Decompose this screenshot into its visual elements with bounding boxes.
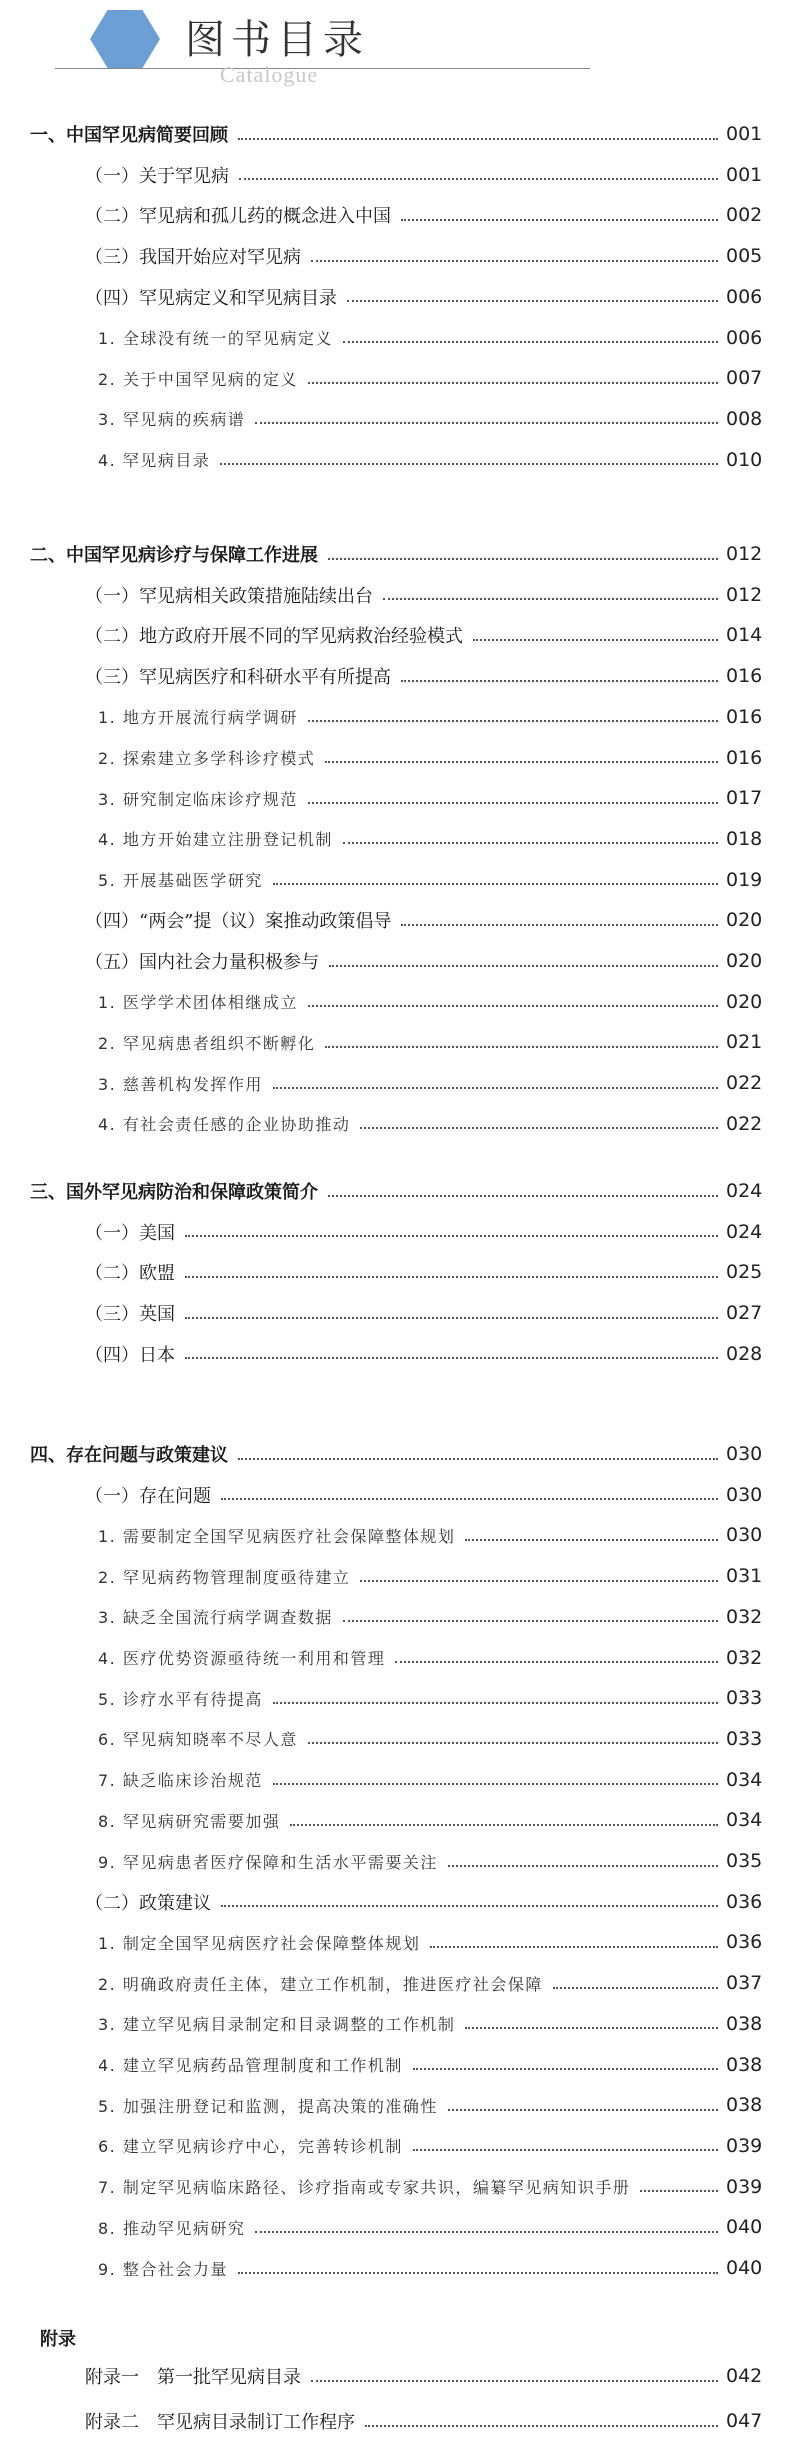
toc-page-number: 010 [726, 448, 763, 471]
dot-leader [185, 1234, 718, 1237]
toc-entry-label: （四）罕见病定义和罕见病目录 [85, 287, 337, 309]
appendix-heading: 附录 [40, 2329, 76, 2350]
toc-section-heading[interactable] [0, 1438, 800, 1470]
toc-page-number: 016 [726, 665, 763, 688]
toc-item[interactable] [0, 1682, 800, 1714]
toc-entry-label: 2. 探索建立多学科诊疗模式 [98, 749, 316, 768]
toc-subsection[interactable] [0, 579, 800, 611]
toc-page-number: 006 [726, 326, 763, 349]
toc-page-number: 012 [726, 583, 763, 606]
toc-item[interactable] [0, 322, 800, 354]
toc-subsection[interactable] [0, 281, 800, 313]
toc-page-number: 047 [726, 2410, 763, 2432]
dot-leader [239, 177, 718, 180]
dot-leader [395, 1660, 718, 1663]
toc-page-number: 030 [726, 1483, 763, 1506]
toc-item[interactable] [0, 2130, 800, 2162]
toc-section-heading[interactable] [0, 538, 800, 570]
toc-entry-label: （一）存在问题 [85, 1485, 211, 1507]
dot-leader [448, 2108, 718, 2111]
toc-item[interactable] [0, 1026, 800, 1058]
toc-entry-label: 四、存在问题与政策建议 [30, 1445, 228, 1466]
title-divider [55, 68, 590, 69]
toc-page-number: 038 [726, 2053, 763, 2076]
toc-subsection[interactable] [0, 904, 800, 936]
toc-page-number: 032 [726, 1646, 763, 1669]
dot-leader [473, 638, 718, 641]
toc-entry-label: 3. 缺乏全国流行病学调查数据 [98, 1608, 333, 1628]
dot-leader [347, 299, 718, 302]
toc-page-number: 040 [726, 2257, 763, 2279]
dot-leader [448, 1864, 718, 1867]
dot-leader [413, 2067, 718, 2070]
toc-page-number: 008 [726, 407, 763, 430]
toc-item[interactable] [0, 986, 800, 1018]
toc-entry-label: 三、国外罕见病防治和保障政策简介 [30, 1182, 318, 1203]
toc-page-number: 038 [726, 2012, 763, 2035]
dot-leader [311, 259, 718, 262]
toc-page-number: 019 [726, 868, 763, 891]
toc-entry-label: 9. 罕见病患者医疗保障和生活水平需要关注 [98, 1852, 438, 1872]
toc-item[interactable] [0, 1642, 800, 1674]
toc-entry-label: 2. 罕见病药物管理制度亟待建立 [98, 1567, 351, 1587]
dot-leader [401, 218, 718, 221]
toc-subsection[interactable] [0, 945, 800, 977]
toc-item[interactable] [0, 1601, 800, 1633]
toc-page-number: 036 [726, 1931, 763, 1954]
toc-entry-label: 3. 罕见病的疾病谱 [98, 410, 246, 430]
toc-entry-label: 2. 罕见病患者组织不断孵化 [98, 1033, 316, 1053]
toc-item[interactable] [0, 864, 800, 896]
toc-item[interactable] [0, 2171, 800, 2203]
toc-page-number: 016 [726, 746, 763, 769]
dot-leader [255, 2230, 718, 2233]
dot-leader [255, 421, 718, 424]
toc-item[interactable] [0, 2252, 800, 2284]
toc-item[interactable] [0, 403, 800, 435]
toc-subsection[interactable] [0, 619, 800, 651]
toc-entry-label: （四）“两会”提（议）案推动政策倡导 [85, 911, 392, 933]
dot-leader [221, 1497, 718, 1500]
toc-entry-label: 9. 整合社会力量 [98, 2259, 228, 2279]
toc-item[interactable] [0, 1845, 800, 1877]
dot-leader [308, 1741, 718, 1744]
dot-leader [401, 923, 718, 926]
toc-page-number: 040 [726, 2216, 763, 2239]
dot-leader [328, 557, 718, 560]
dot-leader [220, 462, 718, 465]
toc-page-number: 021 [726, 1031, 763, 1054]
toc-page-number: 030 [726, 1443, 763, 1465]
toc-page-number: 024 [726, 1180, 763, 1202]
toc-subsection[interactable] [0, 660, 800, 692]
toc-entry-label: （二）政策建议 [85, 1892, 211, 1914]
toc-item[interactable] [0, 1804, 800, 1836]
toc-item[interactable] [0, 1926, 800, 1958]
toc-entry-label: 2. 明确政府责任主体，建立工作机制，推进医疗社会保障 [98, 1974, 543, 1994]
dot-leader [308, 801, 718, 804]
toc-page-number: 039 [726, 2134, 763, 2157]
toc-item[interactable] [0, 2089, 800, 2121]
toc-page-number: 022 [726, 1112, 763, 1135]
toc-entry-label: （四）日本 [85, 1344, 175, 1366]
toc-item[interactable] [0, 742, 800, 774]
dot-leader [273, 1782, 718, 1785]
toc-entry-label: （一）罕见病相关政策措施陆续出台 [85, 585, 373, 607]
hexagon-icon [90, 10, 160, 68]
toc-page-number: 006 [726, 285, 763, 308]
toc-appendix-item[interactable] [0, 2405, 800, 2437]
toc-page-number: 020 [726, 950, 763, 972]
toc-page-number: 039 [726, 2175, 763, 2198]
toc-entry-label: （五）国内社会力量积极参与 [85, 952, 319, 973]
dot-leader [308, 381, 718, 384]
dot-leader [343, 1619, 718, 1622]
toc-item[interactable] [0, 444, 800, 476]
toc-entry-label: （二）地方政府开展不同的罕见病救治经验模式 [85, 626, 463, 648]
toc-entry-label: 5. 诊疗水平有待提高 [98, 1689, 263, 1709]
dot-leader [185, 1275, 718, 1278]
toc-page-number: 016 [726, 705, 763, 728]
toc-page-number: 027 [726, 1302, 763, 1325]
toc-entry-label: （三）罕见病医疗和科研水平有所提高 [85, 667, 391, 689]
toc-subsection[interactable] [0, 1297, 800, 1329]
toc-page-number: 030 [726, 1524, 763, 1547]
toc-subsection[interactable] [0, 159, 800, 191]
toc-item[interactable] [0, 1519, 800, 1551]
toc-entry-label: 6. 建立罕见病诊疗中心，完善转诊机制 [98, 2137, 403, 2157]
toc-entry-label: 5. 开展基础医学研究 [98, 871, 263, 891]
toc-entry-label: 一、中国罕见病简要回顾 [30, 125, 228, 146]
toc-page-number: 001 [726, 123, 763, 145]
toc-subsection[interactable] [0, 1886, 800, 1918]
dot-leader [360, 1579, 718, 1582]
toc-entry-label: 4. 有社会责任感的企业协助推动 [98, 1115, 351, 1135]
catalogue-header [0, 0, 800, 110]
toc-page-number: 035 [726, 1850, 763, 1872]
toc-entry-label: 7. 制定罕见病临床路径、诊疗指南或专家共识，编纂罕见病知识手册 [98, 2178, 631, 2198]
toc-subsection[interactable] [0, 1256, 800, 1288]
toc-item[interactable] [0, 2008, 800, 2040]
toc-page-number: 017 [726, 787, 763, 810]
toc-appendix-item[interactable] [0, 2360, 800, 2392]
toc-section-heading[interactable] [0, 1175, 800, 1207]
dot-leader [311, 2379, 718, 2382]
dot-leader [360, 1126, 718, 1129]
toc-page-number: 038 [726, 2094, 763, 2117]
toc-page-number: 033 [726, 1687, 763, 1710]
dot-leader [413, 2148, 718, 2151]
dot-leader [640, 2189, 718, 2192]
toc-page-number: 014 [726, 624, 763, 647]
page-subtitle: Catalogue [220, 62, 319, 87]
toc-page-number: 005 [726, 245, 763, 268]
dot-leader [328, 1194, 718, 1197]
dot-leader [221, 1904, 718, 1907]
toc-subsection[interactable] [0, 199, 800, 231]
toc-item[interactable] [0, 2049, 800, 2081]
toc-entry-label: （二）欧盟 [85, 1263, 175, 1285]
toc-entry-label: 6. 罕见病知晓率不尽人意 [98, 1730, 298, 1750]
dot-leader [465, 1538, 718, 1541]
toc-item[interactable] [0, 1067, 800, 1099]
dot-leader [430, 1945, 718, 1948]
toc-entry-label: 7. 缺乏临床诊治规范 [98, 1771, 263, 1791]
toc-entry-label: 4. 建立罕见病药品管理制度和工作机制 [98, 2056, 403, 2075]
dot-leader [365, 2424, 718, 2427]
toc-item[interactable] [0, 823, 800, 855]
toc-entry-label: 附录二 罕见病目录制订工作程序 [85, 2412, 355, 2433]
toc-item[interactable] [0, 1967, 800, 1999]
dot-leader [343, 841, 718, 844]
toc-entry-label: （一）美国 [85, 1222, 175, 1244]
toc-page-number: 007 [726, 367, 763, 390]
toc-entry-label: 1. 地方开展流行病学调研 [98, 708, 298, 728]
toc-page-number: 042 [726, 2365, 763, 2387]
toc-page-number: 018 [726, 827, 763, 850]
toc-item[interactable] [0, 1764, 800, 1796]
toc-page-number: 012 [726, 543, 763, 565]
toc-page-number: 036 [726, 1890, 763, 1913]
toc-page-number: 034 [726, 1768, 763, 1791]
toc-item[interactable] [0, 362, 800, 394]
toc-item[interactable] [0, 1560, 800, 1592]
dot-leader [401, 679, 718, 682]
dot-leader [308, 719, 718, 722]
toc-subsection[interactable] [0, 240, 800, 272]
toc-entry-label: 4. 罕见病目录 [98, 451, 211, 471]
toc-entry-label: 4. 医疗优势资源亟待统一利用和管理 [98, 1649, 386, 1668]
page-title: 图书目录 [185, 17, 369, 63]
toc-page-number: 001 [726, 163, 763, 186]
toc-entry-label: 二、中国罕见病诊疗与保障工作进展 [30, 545, 318, 566]
toc-page-number: 025 [726, 1261, 763, 1284]
dot-leader [325, 760, 718, 763]
toc-page-number: 033 [726, 1727, 763, 1750]
dot-leader [465, 2026, 718, 2029]
toc-entry-label: （三）英国 [85, 1304, 175, 1326]
toc-page-number: 020 [726, 990, 763, 1013]
toc-entry-label: （三）我国开始应对罕见病 [85, 247, 301, 269]
dot-leader [329, 964, 718, 967]
dot-leader [325, 1045, 718, 1048]
toc-subsection[interactable] [0, 1338, 800, 1370]
toc-item[interactable] [0, 2211, 800, 2243]
dot-leader [308, 1004, 718, 1007]
toc-item[interactable] [0, 782, 800, 814]
dot-leader [238, 2271, 718, 2274]
toc-item[interactable] [0, 701, 800, 733]
dot-leader [273, 882, 718, 885]
toc-entry-label: 3. 建立罕见病目录制定和目录调整的工作机制 [98, 2015, 456, 2035]
toc-page-number: 037 [726, 1972, 763, 1995]
toc-entry-label: （二）罕见病和孤儿药的概念进入中国 [85, 206, 391, 228]
toc-entry-label: 8. 罕见病研究需要加强 [98, 1811, 281, 1831]
toc-subsection[interactable] [0, 1216, 800, 1248]
dot-leader [185, 1316, 718, 1319]
toc-entry-label: 8. 推动罕见病研究 [98, 2218, 246, 2238]
dot-leader [383, 597, 718, 600]
toc-page-number: 002 [726, 204, 763, 227]
toc-entry-label: （一）关于罕见病 [85, 165, 229, 187]
dot-leader [185, 1356, 718, 1359]
dot-leader [238, 137, 718, 140]
toc-page-number: 031 [726, 1565, 763, 1588]
toc-entry-label: 5. 加强注册登记和监测，提高决策的准确性 [98, 2096, 438, 2116]
toc-section-heading[interactable] [0, 118, 800, 150]
dot-leader [273, 1701, 718, 1704]
dot-leader [238, 1457, 718, 1460]
toc-entry-label: 3. 慈善机构发挥作用 [98, 1074, 263, 1094]
dot-leader [343, 340, 718, 343]
dot-leader [273, 1086, 718, 1089]
toc-subsection[interactable] [0, 1479, 800, 1511]
toc-item[interactable] [0, 1108, 800, 1140]
toc-entry-label: 1. 制定全国罕见病医疗社会保障整体规划 [98, 1933, 421, 1953]
toc-entry-label: 1. 医学学术团体相继成立 [98, 993, 298, 1013]
toc-page-number: 024 [726, 1220, 763, 1243]
toc-entry-label: 1. 需要制定全国罕见病医疗社会保障整体规划 [98, 1526, 456, 1546]
toc-entry-label: 2. 关于中国罕见病的定义 [98, 369, 298, 389]
toc-entry-label: 3. 研究制定临床诊疗规范 [98, 789, 298, 809]
toc-page-number: 022 [726, 1072, 763, 1095]
dot-leader [553, 1986, 718, 1989]
toc-entry-label: 附录一 第一批罕见病目录 [85, 2367, 301, 2388]
toc-page-number: 028 [726, 1342, 763, 1365]
toc-page-number: 034 [726, 1809, 763, 1832]
toc-entry-label: 1. 全球没有统一的罕见病定义 [98, 329, 333, 348]
toc-item[interactable] [0, 1723, 800, 1755]
dot-leader [290, 1823, 718, 1826]
toc-page-number: 032 [726, 1605, 763, 1628]
toc-page-number: 020 [726, 909, 763, 932]
toc-entry-label: 4. 地方开始建立注册登记机制 [98, 830, 333, 850]
